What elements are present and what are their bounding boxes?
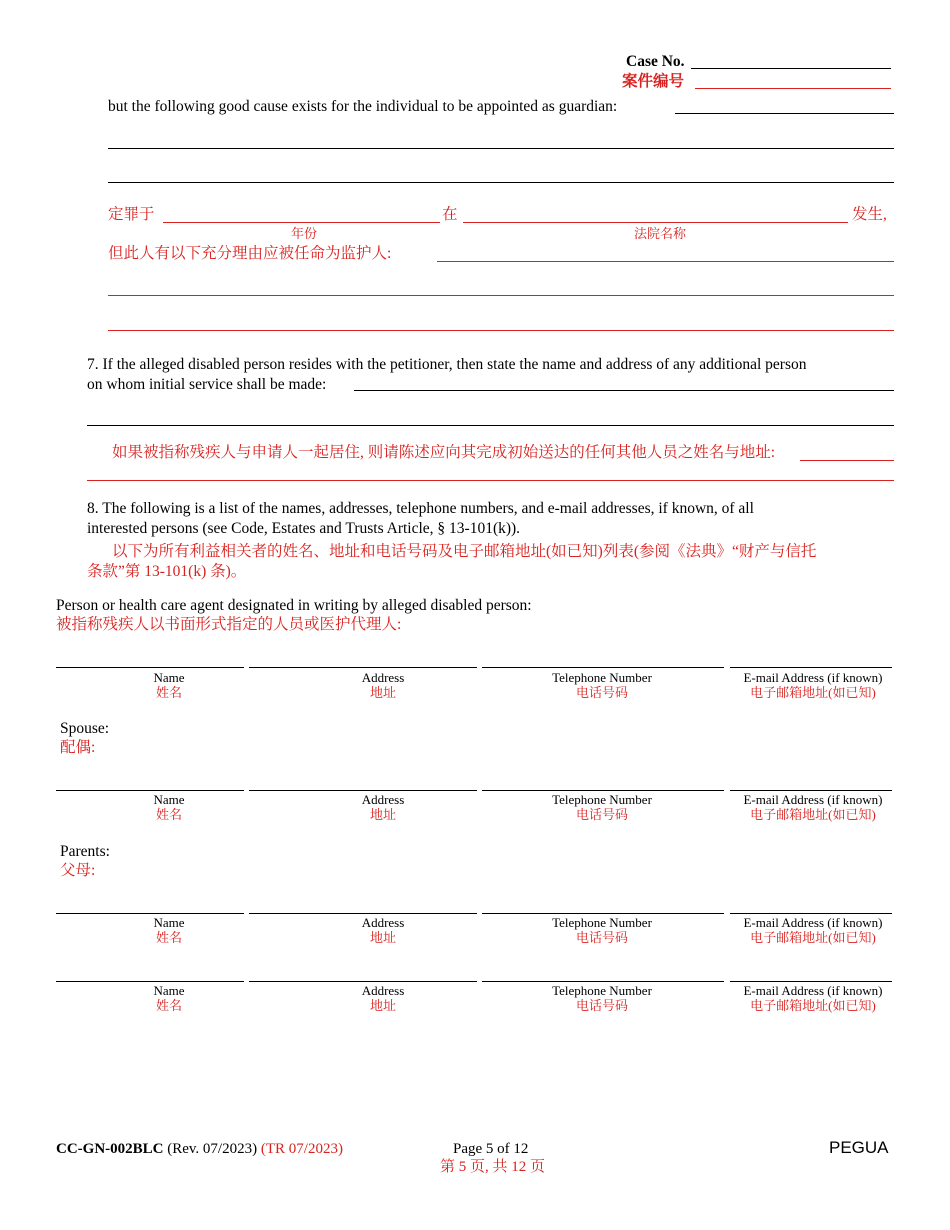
name-column-label: Name 姓名	[153, 670, 185, 700]
form-revision: (Rev. 07/2023)	[167, 1141, 258, 1157]
email-field[interactable]	[730, 667, 892, 668]
name-field[interactable]	[56, 913, 244, 914]
telephone-column-label: Telephone Number 电话号码	[552, 670, 652, 700]
item8-text-cn-line2: 条款”第 13-101(k) 条)。	[87, 563, 247, 580]
good-cause-line-cn[interactable]	[108, 295, 894, 296]
email-column-label: E-mail Address (if known) 电子邮箱地址(如已知)	[743, 983, 883, 1013]
telephone-column-label: Telephone Number 电话号码	[552, 792, 652, 822]
good-cause-field[interactable]	[675, 113, 894, 114]
convicted-in-label-cn: 定罪于	[108, 206, 155, 223]
email-field[interactable]	[730, 981, 892, 982]
page-number: Page 5 of 12	[453, 1141, 529, 1157]
form-id: CC-GN-002BLC	[56, 1141, 164, 1157]
telephone-field[interactable]	[482, 913, 724, 914]
case-no-field[interactable]	[691, 68, 891, 69]
address-column-label: Address 地址	[361, 915, 405, 945]
good-cause-label-cn: 但此人有以下充分理由应被任命为监护人:	[108, 245, 392, 262]
email-field[interactable]	[730, 913, 892, 914]
address-column-label: Address 地址	[361, 983, 405, 1013]
telephone-field[interactable]	[482, 790, 724, 791]
telephone-field[interactable]	[482, 667, 724, 668]
name-field[interactable]	[56, 981, 244, 982]
court-caption-cn: 法院名称	[634, 226, 687, 241]
occurred-label-cn: 发生,	[852, 206, 887, 223]
spouse-label-cn: 配偶:	[60, 739, 96, 756]
email-column-label: E-mail Address (if known) 电子邮箱地址(如已知)	[743, 792, 883, 822]
address-field[interactable]	[249, 790, 477, 791]
address-field[interactable]	[249, 981, 477, 982]
year-field-cn[interactable]	[163, 222, 440, 223]
agent-label: Person or health care agent designated in writing by alleged disabled person:	[56, 597, 532, 614]
item7-line-cn[interactable]	[87, 480, 894, 481]
form-id-footer	[56, 1140, 343, 1158]
name-field[interactable]	[56, 667, 244, 668]
agent-label-cn: 被指称残疾人以书面形式指定的人员或医护代理人:	[56, 616, 402, 633]
item7-field[interactable]	[354, 390, 894, 391]
item7-text-line2: on whom initial service shall be made:	[87, 376, 327, 393]
item7-field-cn[interactable]	[800, 460, 894, 461]
case-no-label-cn: 案件编号	[622, 73, 685, 90]
good-cause-field-cn[interactable]	[437, 261, 894, 262]
item8-text-line2: interested persons (see Code, Estates and Trusts Article, § 13-101(k)).	[87, 520, 521, 537]
name-column-label: Name 姓名	[153, 983, 185, 1013]
good-cause-text: but the following good cause exists for the individual to be appointed as guardian:	[108, 98, 618, 115]
address-field[interactable]	[249, 667, 477, 668]
email-field[interactable]	[730, 790, 892, 791]
telephone-column-label: Telephone Number 电话号码	[552, 983, 652, 1013]
telephone-field[interactable]	[482, 981, 724, 982]
name-field[interactable]	[56, 790, 244, 791]
item8-text-line1: 8. The following is a list of the names, addresses, telephone numbers, and e-mail addresses, if known, of all	[87, 500, 754, 517]
good-cause-line[interactable]	[108, 148, 894, 149]
item8-text-cn-line1: 以下为所有利益相关者的姓名、地址和电话号码及电子邮箱地址(如已知)列表(参阅《法典》“财产与信托	[112, 543, 817, 560]
page-number-cn: 第 5 页, 共 12 页	[440, 1159, 546, 1175]
email-column-label: E-mail Address (if known) 电子邮箱地址(如已知)	[743, 915, 883, 945]
court-field-cn[interactable]	[463, 222, 848, 223]
at-label-cn: 在	[442, 206, 458, 223]
parents-label: Parents:	[60, 843, 110, 860]
good-cause-line-cn[interactable]	[108, 330, 894, 331]
year-caption-cn: 年份	[291, 226, 318, 241]
parents-label-cn: 父母:	[60, 862, 96, 879]
email-column-label: E-mail Address (if known) 电子邮箱地址(如已知)	[743, 670, 883, 700]
name-column-label: Name 姓名	[153, 915, 185, 945]
item7-text-cn: 如果被指称残疾人与申请人一起居住, 则请陈述应向其完成初始送达的任何其他人员之姓名与地址:	[112, 444, 776, 461]
spouse-label: Spouse:	[60, 720, 110, 737]
address-field[interactable]	[249, 913, 477, 914]
good-cause-line[interactable]	[108, 182, 894, 183]
item7-line[interactable]	[87, 425, 894, 426]
telephone-column-label: Telephone Number 电话号码	[552, 915, 652, 945]
name-column-label: Name 姓名	[153, 792, 185, 822]
form-translation-revision: (TR 07/2023)	[260, 1141, 343, 1157]
address-column-label: Address 地址	[361, 670, 405, 700]
case-no-label: Case No.	[626, 53, 685, 70]
item7-text-line1: 7. If the alleged disabled person resides with the petitioner, then state the name and address of any additional person	[87, 356, 807, 373]
form-code: PEGUA	[829, 1138, 889, 1157]
address-column-label: Address 地址	[361, 792, 405, 822]
case-no-field-cn[interactable]	[695, 88, 891, 89]
